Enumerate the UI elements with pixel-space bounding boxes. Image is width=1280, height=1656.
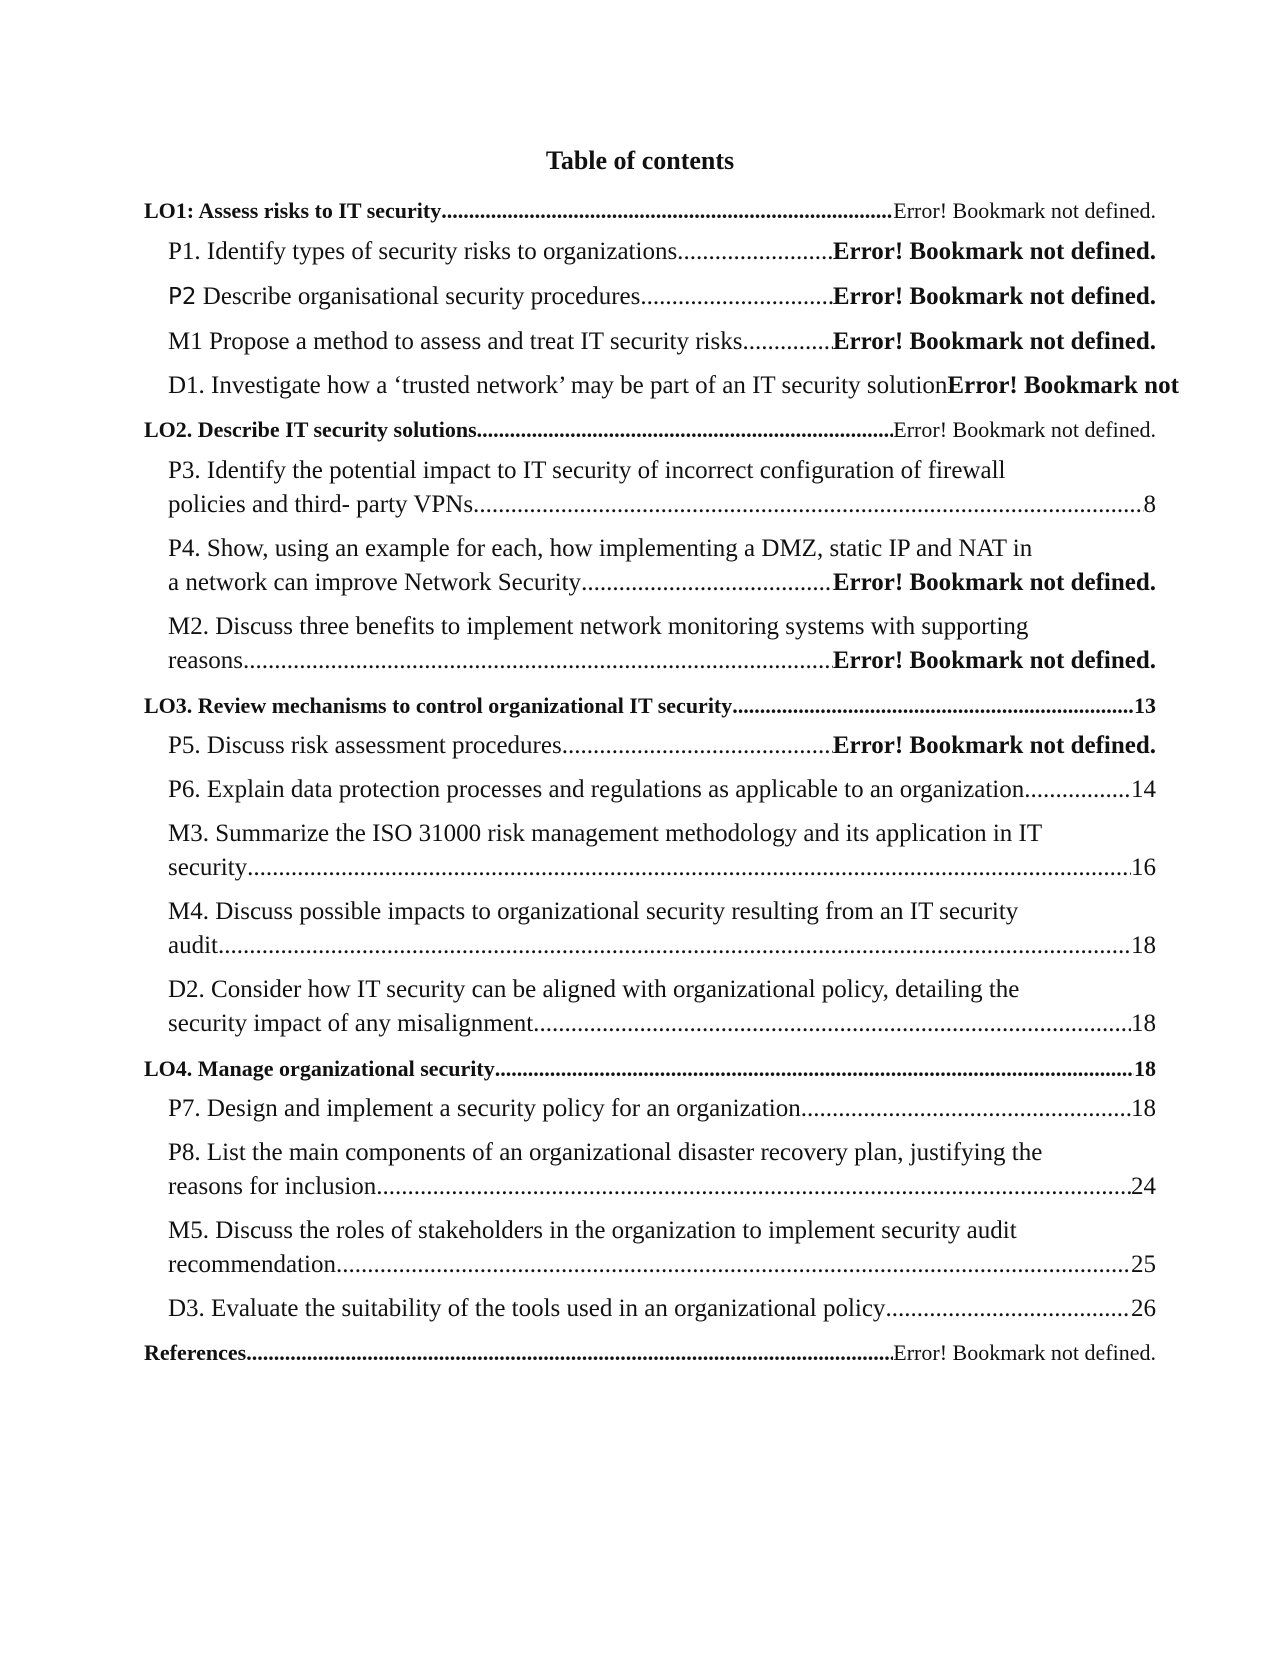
toc-entry-page: 18 (1131, 932, 1156, 959)
toc-entry-m1[interactable] (168, 328, 1156, 356)
toc-entry-page: 18 (1131, 1010, 1156, 1037)
leader-dots (581, 569, 833, 597)
toc-entry-page: Error! Bookmark not defined. (893, 417, 1156, 442)
toc-entry-d2-line1[interactable]: D2. Consider how IT security can be aligned with organizational policy, detailing the (168, 976, 1020, 1003)
toc-entry-page: Error! Bookmark not defined. (893, 198, 1156, 223)
toc-entry-label: P5. Discuss risk assessment procedures. (168, 732, 568, 759)
toc-entry-label: LO3. Review mechanisms to control organizational IT security (144, 693, 733, 718)
leader-dots (383, 1173, 1131, 1201)
toc-entry-label: recommendation (168, 1251, 336, 1278)
toc-entry-label: LO4. Manage organizational security (144, 1056, 495, 1081)
toc-entry-p3[interactable] (168, 491, 1156, 519)
toc-entry-page: 18 (1131, 1095, 1156, 1122)
leader-dots (647, 283, 833, 311)
toc-entry-code: P2 (168, 284, 197, 310)
toc-entry-page: Error! Bookmark not defined. (832, 328, 1156, 355)
toc-entry-page: 14 (1131, 776, 1156, 803)
toc-entry-label: LO1: Assess risks to IT security (144, 198, 442, 223)
toc-entry-p2[interactable] (168, 283, 1156, 311)
toc-entry-label: security impact of any misalignment. (168, 1010, 540, 1037)
toc-entry-references[interactable] (144, 1340, 1156, 1366)
toc-entry-label: P6. Explain data protection processes and regulations as applicable to an organization. (168, 776, 1031, 803)
toc-entry-label: D3. Evaluate the suitability of the tools used in an organizational policy (168, 1295, 886, 1322)
leader-dots (807, 1095, 1131, 1123)
leader-dots (479, 491, 1143, 519)
toc-entry-p7[interactable] (168, 1095, 1156, 1123)
toc-entry-lo4[interactable] (144, 1056, 1156, 1082)
toc-entry-page: Error! Bookmark not (947, 372, 1179, 399)
toc-entry-label: a network can improve Network Security (168, 569, 582, 596)
toc-entry-page: 24 (1131, 1173, 1156, 1200)
toc-title: Table of contents (545, 146, 735, 175)
toc-entry-label: reasons. (168, 647, 250, 674)
toc-entry-d3[interactable] (168, 1295, 1156, 1323)
leader-dots (249, 647, 833, 675)
toc-entry-label (168, 283, 647, 311)
toc-entry-label: References (144, 1340, 247, 1365)
toc-entry-label: P7. Design and implement a security policy for an organization. (168, 1095, 807, 1122)
toc-entry-page: Error! Bookmark not defined. (832, 569, 1156, 596)
toc-entry-p4-line1[interactable]: P4. Show, using an example for each, how implementing a DMZ, static IP and NAT in (168, 535, 1033, 562)
leader-dots (477, 417, 894, 443)
toc-entry-page: 13 (1134, 693, 1156, 718)
toc-entry-p5[interactable] (168, 732, 1156, 760)
toc-entry-page: 8 (1143, 491, 1156, 518)
leader-dots (224, 932, 1131, 960)
toc-entry-label: LO2. Describe IT security solutions (144, 417, 477, 442)
leader-dots (336, 1251, 1131, 1279)
toc-entry-m3-line1[interactable]: M3. Summarize the ISO 31000 risk management methodology and its application in IT (168, 820, 1043, 847)
toc-entry-page: 26 (1131, 1295, 1156, 1322)
leader-dots (683, 238, 832, 266)
toc-entry-m5-line1[interactable]: M5. Discuss the roles of stakeholders in the organization to implement security audit (168, 1217, 1017, 1244)
leader-dots (885, 1295, 1131, 1323)
toc-entry-text: Describe organisational security procedures. (196, 283, 647, 310)
toc-entry-page: Error! Bookmark not defined. (832, 283, 1156, 310)
leader-dots (441, 198, 893, 224)
toc-entry-page: 16 (1131, 854, 1156, 881)
toc-entry-label: D1. Investigate how a ‘trusted network’ may be part of an IT security solution (168, 372, 948, 399)
toc-entry-page: Error! Bookmark not defined. (832, 238, 1156, 265)
toc-entry-d1[interactable] (168, 372, 1280, 400)
toc-entry-d2[interactable] (168, 1010, 1156, 1038)
leader-dots (1030, 776, 1131, 804)
toc-entry-page: 18 (1134, 1056, 1156, 1081)
leader-dots (732, 693, 1134, 719)
toc-entry-p8[interactable] (168, 1173, 1156, 1201)
leader-dots (539, 1010, 1131, 1038)
toc-entry-label: reasons for inclusion. (168, 1173, 383, 1200)
toc-entry-m4-line1[interactable]: M4. Discuss possible impacts to organizational security resulting from an IT security (168, 898, 1019, 925)
toc-entry-page: 25 (1131, 1251, 1156, 1278)
toc-entry-label: M1 Propose a method to assess and treat IT security risks. (168, 328, 749, 355)
toc-entry-lo3[interactable] (144, 693, 1156, 719)
toc-entry-p4[interactable] (168, 569, 1156, 597)
leader-dots (247, 854, 1131, 882)
toc-entry-p1[interactable] (168, 238, 1156, 266)
toc-entry-label: audit. (168, 932, 225, 959)
toc-entry-p8-line1[interactable]: P8. List the main components of an organizational disaster recovery plan, justifying the (168, 1139, 1043, 1166)
toc-entry-lo2[interactable] (144, 417, 1156, 443)
toc-entry-page: Error! Bookmark not defined. (832, 732, 1156, 759)
toc-entry-m5[interactable] (168, 1251, 1156, 1279)
toc-entry-label: security (168, 854, 248, 881)
leader-dots (495, 1056, 1134, 1082)
toc-entry-page: Error! Bookmark not defined. (893, 1340, 1156, 1365)
toc-entry-m2[interactable] (168, 647, 1156, 675)
toc-entry-label: P1. Identify types of security risks to organizations. (168, 238, 684, 265)
toc-entry-p3-line1[interactable]: P3. Identify the potential impact to IT security of incorrect configuration of firewall (168, 457, 1006, 484)
leader-dots (568, 732, 833, 760)
toc-entry-m3[interactable] (168, 854, 1156, 882)
leader-dots (246, 1340, 893, 1366)
toc-entry-p6[interactable] (168, 776, 1156, 804)
toc-entry-page: Error! Bookmark not defined. (832, 647, 1156, 674)
toc-entry-lo1[interactable] (144, 198, 1156, 224)
toc-entry-m4[interactable] (168, 932, 1156, 960)
leader-dots (749, 328, 833, 356)
toc-entry-label: policies and third- party VPNs. (168, 491, 480, 518)
toc-entry-m2-line1[interactable]: M2. Discuss three benefits to implement network monitoring systems with supporting (168, 613, 1029, 640)
